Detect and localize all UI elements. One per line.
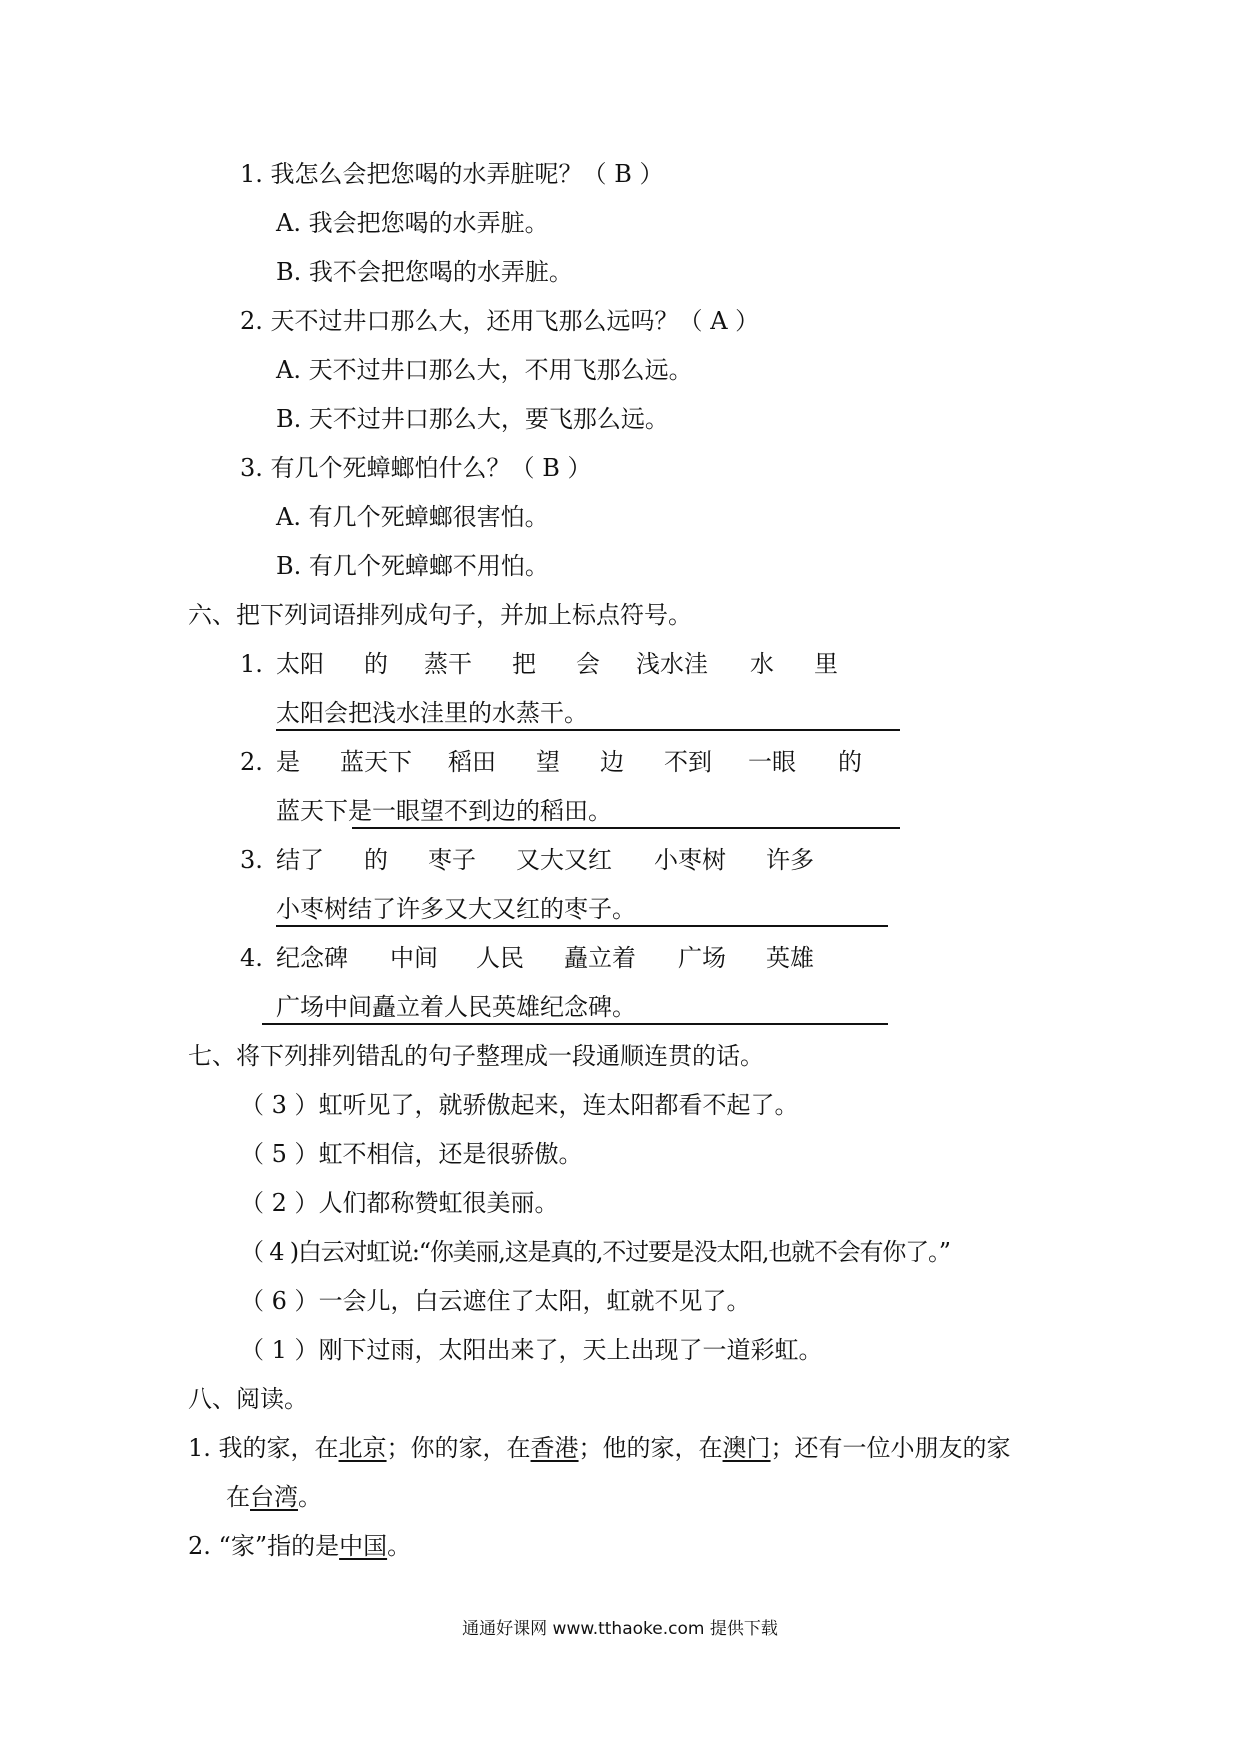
answer-text: 广场中间矗立着人民英雄纪念碑。 xyxy=(276,993,636,1021)
fill-answer: 台湾 xyxy=(250,1483,298,1511)
answer-underline xyxy=(262,1023,888,1025)
ordered-sentence: （ 3 ）虹听见了，就骄傲起来，连太阳都看不起了。 xyxy=(240,1091,799,1119)
word: 的 xyxy=(364,650,388,678)
fill-answer: 北京 xyxy=(338,1434,387,1462)
word: 中间 xyxy=(390,944,438,972)
reading-question-2: 2. “家”指的是中国。 xyxy=(188,1532,412,1560)
word: 浅水洼 xyxy=(636,650,708,678)
order-number: 4 xyxy=(269,1238,284,1266)
ordered-sentence: （ 1 ）刚下过雨，太阳出来了，天上出现了一道彩虹。 xyxy=(240,1336,823,1364)
question-text: 天不过井口那么大，还用飞那么远吗？ xyxy=(270,307,679,335)
ordered-sentence: （ 2 ）人们都称赞虹很美丽。 xyxy=(240,1189,559,1217)
word: 不到 xyxy=(664,748,712,776)
option-a: A. 有几个死蟑螂很害怕。 xyxy=(276,503,549,531)
reading-question-1-continued: 在台湾。 xyxy=(226,1483,322,1511)
order-number: 2 xyxy=(271,1189,287,1217)
word: 矗立着 xyxy=(564,944,636,972)
ordered-sentence: （ 6 ）一会儿，白云遮住了太阳，虹就不见了。 xyxy=(240,1287,751,1315)
answer-line-2 xyxy=(276,795,900,829)
word: 英雄 xyxy=(766,944,814,972)
fill-answer: 香港 xyxy=(530,1434,579,1462)
word: 结了 xyxy=(276,846,324,874)
answer-underline xyxy=(276,925,888,927)
sentence-text: 虹听见了，就骄傲起来，连太阳都看不起了。 xyxy=(318,1091,799,1119)
item-number: 4. xyxy=(240,944,263,972)
question-number: 2. xyxy=(240,307,263,335)
word: 太阳 xyxy=(276,650,324,678)
item-number: 2. xyxy=(240,748,263,776)
order-number: 1 xyxy=(271,1336,287,1364)
question-3: 3. 有几个死蟑螂怕什么？（ B ） xyxy=(240,454,592,482)
word: 边 xyxy=(600,748,624,776)
section7-title: 七、将下列排列错乱的句子整理成一段通顺连贯的话。 xyxy=(188,1042,764,1070)
option-b: B. 有几个死蟑螂不用怕。 xyxy=(276,552,549,580)
question-number: 3. xyxy=(240,454,263,482)
sentence-text: 人们都称赞虹很美丽。 xyxy=(318,1189,559,1217)
word: 蒸干 xyxy=(424,650,472,678)
word: 人民 xyxy=(476,944,524,972)
sentence-text: 虹不相信，还是很骄傲。 xyxy=(318,1140,583,1168)
option-b: B. 我不会把您喝的水弄脏。 xyxy=(276,258,573,286)
word: 许多 xyxy=(766,846,814,874)
question-answer: B xyxy=(542,454,560,482)
word: 蓝天下 xyxy=(340,748,412,776)
word: 稻田 xyxy=(448,748,496,776)
fill-answer: 澳门 xyxy=(722,1434,771,1462)
answer-text: 蓝天下是一眼望不到边的稻田。 xyxy=(276,797,612,825)
word: 的 xyxy=(838,748,862,776)
sentence-text: 一会儿，白云遮住了太阳，虹就不见了。 xyxy=(318,1287,751,1315)
question-answer: A xyxy=(710,307,728,335)
question-text: 有几个死蟑螂怕什么？ xyxy=(270,454,511,482)
ordered-sentence: （ 4 )白云对虹说:“你美丽,这是真的,不过要是没太阳,也就不会有你了。” xyxy=(240,1238,950,1266)
order-number: 5 xyxy=(271,1140,287,1168)
word: 又大又红 xyxy=(516,846,612,874)
word: 把 xyxy=(512,650,536,678)
word: 一眼 xyxy=(748,748,796,776)
fill-answer: 中国 xyxy=(339,1532,388,1560)
word: 广场 xyxy=(678,944,726,972)
reading-question-1: 1. 我的家，在北京；你的家，在香港；他的家，在澳门；还有一位小朋友的家 xyxy=(188,1434,1011,1462)
option-b: B. 天不过井口那么大，要飞那么远。 xyxy=(276,405,669,433)
word: 水 xyxy=(750,650,774,678)
answer-underline xyxy=(276,729,900,731)
answer-line-1 xyxy=(276,697,900,731)
answer-line-3 xyxy=(276,893,888,927)
ordered-sentence: （ 5 ）虹不相信，还是很骄傲。 xyxy=(240,1140,583,1168)
word: 枣子 xyxy=(428,846,476,874)
order-number: 3 xyxy=(271,1091,287,1119)
order-number: 6 xyxy=(271,1287,287,1315)
page-footer: 通通好课网 www.tthaoke.com 提供下载 xyxy=(462,1619,778,1639)
answer-text: 小枣树结了许多又大又红的枣子。 xyxy=(276,895,636,923)
option-a: A. 我会把您喝的水弄脏。 xyxy=(276,209,549,237)
word: 的 xyxy=(364,846,388,874)
question-2: 2. 天不过井口那么大，还用飞那么远吗？（ A ） xyxy=(240,307,760,335)
word: 望 xyxy=(536,748,560,776)
word: 纪念碑 xyxy=(276,944,348,972)
answer-line-4 xyxy=(262,991,888,1025)
question-number: 1. xyxy=(240,160,263,188)
word: 里 xyxy=(814,650,838,678)
word: 小枣树 xyxy=(654,846,726,874)
sentence-text: 白云对虹说:“你美丽,这是真的,不过要是没太阳,也就不会有你了。” xyxy=(297,1238,950,1266)
option-a: A. 天不过井口那么大，不用飞那么远。 xyxy=(276,356,693,384)
section6-title: 六、把下列词语排列成句子，并加上标点符号。 xyxy=(188,601,692,629)
word: 会 xyxy=(576,650,600,678)
answer-text: 太阳会把浅水洼里的水蒸干。 xyxy=(276,699,588,727)
question-1: 1. 我怎么会把您喝的水弄脏呢？（ B ） xyxy=(240,160,664,188)
section8-title: 八、阅读。 xyxy=(188,1385,308,1413)
answer-underline xyxy=(352,827,900,829)
sentence-text: 刚下过雨，太阳出来了，天上出现了一道彩虹。 xyxy=(318,1336,823,1364)
word: 是 xyxy=(276,748,300,776)
item-number: 1. xyxy=(240,650,263,678)
question-answer: B xyxy=(614,160,632,188)
item-number: 3. xyxy=(240,846,263,874)
question-text: 我怎么会把您喝的水弄脏呢？ xyxy=(270,160,583,188)
